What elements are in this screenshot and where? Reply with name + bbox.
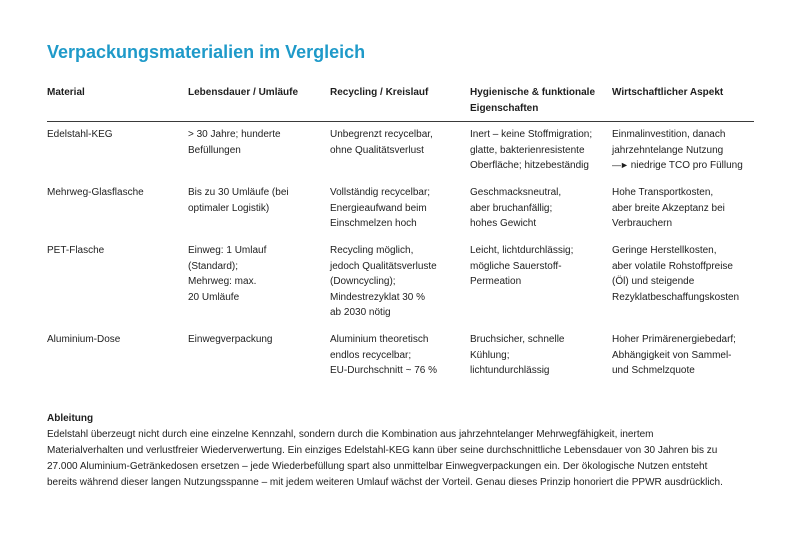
header-recycling xyxy=(330,85,462,101)
cell-line: Befüllungen xyxy=(188,144,241,156)
summary-paragraph xyxy=(47,427,757,492)
cell-line: Abhängigkeit von Sammel- xyxy=(612,349,732,361)
cell-line: 20 Umläufe xyxy=(188,291,240,303)
cell-line: Einweg: 1 Umlauf xyxy=(188,245,267,256)
cell-line: Oberfläche; hitzebeständig xyxy=(470,160,589,171)
cell-line: (Standard); xyxy=(188,260,239,272)
summary-line: Edelstahl überzeugt nicht durch eine einzelne Kennzahl, sondern durch die Kombination aus jahrzehntelanger Mehrwegfähigkeit, inertem xyxy=(47,428,654,440)
cell-material xyxy=(47,185,177,201)
cell-lebensdauer xyxy=(188,243,320,305)
cell-line: aber volatile Rohstoffpreise xyxy=(612,260,733,272)
cell-line: aber bruchanfällig; xyxy=(470,202,553,214)
cell-wirtschaft xyxy=(612,332,762,379)
cell-line: ab 2030 nötig xyxy=(330,307,391,318)
cell-line: Verbrauchern xyxy=(612,218,673,229)
cell-material xyxy=(47,332,177,348)
cell-line: glatte, bakterienresistente xyxy=(470,144,585,156)
cell-line: Permeation xyxy=(470,276,522,287)
cell-line: Inert – keine Stoffmigration; xyxy=(470,129,593,140)
cell-line: > 30 Jahre; hunderte xyxy=(188,129,281,140)
cell-line: Einmalinvestition, danach xyxy=(612,129,726,140)
table-header xyxy=(0,85,800,117)
header-line: Hygienische & funktionale xyxy=(470,87,596,98)
header-material xyxy=(47,85,177,101)
cell-line: Rezyklatbeschaffungskosten xyxy=(612,291,740,303)
cell-line: ohne Qualitätsverlust xyxy=(330,144,424,156)
cell-wirtschaft xyxy=(612,243,762,305)
cell-line: Kühlung; xyxy=(470,349,510,361)
cell-line: (Öl) und steigende xyxy=(612,276,695,287)
cell-material xyxy=(47,243,177,259)
header-line: Eigenschaften xyxy=(470,103,539,114)
header-lebensdauer xyxy=(188,85,320,101)
cell-line: Geschmacksneutral, xyxy=(470,187,562,198)
cell-line: Unbegrenzt recycelbar, xyxy=(330,129,433,140)
header-wirtschaft xyxy=(612,85,762,101)
page-title: Verpackungsmaterialien im Vergleich xyxy=(47,42,366,62)
cell-line: Bis zu 30 Umläufe (bei xyxy=(188,187,289,198)
summary-heading: Ableitung xyxy=(47,413,94,424)
cell-hygiene xyxy=(470,185,608,232)
cell-line: EU-Durchschnitt ~ 76 % xyxy=(330,365,437,376)
cell-line: Einschmelzen hoch xyxy=(330,218,417,229)
cell-recycling xyxy=(330,127,462,158)
cell-line: Hohe Transportkosten, xyxy=(612,187,714,198)
cell-line: (Downcycling); xyxy=(330,276,396,287)
cell-line: mögliche Sauerstoff- xyxy=(470,260,562,272)
header-line: Material xyxy=(47,87,85,98)
cell-line: Leicht, lichtdurchlässig; xyxy=(470,245,574,256)
cell-line: Recycling möglich, xyxy=(330,245,414,256)
cell-line-arrow xyxy=(612,158,762,174)
cell-line: optimaler Logistik) xyxy=(188,202,270,214)
cell-line: Mehrweg: max. xyxy=(188,276,257,287)
cell-line: Mindestrezyklat 30 % xyxy=(330,291,426,303)
cell-recycling xyxy=(330,332,462,379)
cell-wirtschaft xyxy=(612,185,762,232)
cell-line: Edelstahl-KEG xyxy=(47,129,113,140)
arrow-right-icon: —► xyxy=(612,160,628,170)
cell-line: endlos recycelbar; xyxy=(330,349,412,361)
cell-line: Bruchsicher, schnelle xyxy=(470,334,565,345)
summary-line: 27.000 Aluminium-Getränkedosen ersetzen – jede Wiederbefüllung spart also unmittelbar Einwegverpackungen ein. Der ökologische Nutzen entsteht xyxy=(47,460,708,472)
cell-line: hohes Gewicht xyxy=(470,218,537,229)
cell-recycling xyxy=(330,185,462,232)
cell-lebensdauer xyxy=(188,185,320,216)
cell-recycling xyxy=(330,243,462,321)
cell-hygiene xyxy=(470,243,608,290)
cell-line: PET-Flasche xyxy=(47,245,105,256)
summary-section xyxy=(47,411,757,491)
cell-line: Aluminium theoretisch xyxy=(330,334,429,345)
cell-line: lichtundurchlässig xyxy=(470,365,550,376)
cell-line: und Schmelzquote xyxy=(612,365,695,376)
cell-hygiene xyxy=(470,127,608,174)
cell-line: Energieaufwand beim xyxy=(330,202,427,214)
cell-hygiene xyxy=(470,332,608,379)
cell-line: Geringe Herstellkosten, xyxy=(612,245,717,256)
cell-wirtschaft xyxy=(612,127,762,174)
arrow-text: niedrige TCO pro Füllung xyxy=(630,160,743,171)
cell-line: Mehrweg-Glasflasche xyxy=(47,187,144,198)
cell-line: Aluminium-Dose xyxy=(47,334,121,345)
cell-lebensdauer xyxy=(188,332,320,348)
cell-material xyxy=(47,127,177,143)
header-line: Wirtschaftlicher Aspekt xyxy=(612,87,724,98)
cell-line: aber breite Akzeptanz bei xyxy=(612,202,725,214)
cell-lebensdauer xyxy=(188,127,320,158)
header-line: Recycling / Kreislauf xyxy=(330,87,429,98)
header-divider xyxy=(47,121,754,122)
cell-line: jahrzehntelange Nutzung xyxy=(612,144,724,156)
cell-line: Hoher Primärenergiebedarf; xyxy=(612,334,736,345)
header-line: Lebensdauer / Umläufe xyxy=(188,87,299,98)
summary-line: bereits während dieser langen Nutzungsspanne – mit jedem weiteren Umlauf wächst der Vorteil. Genau dieses Prinzip honoriert die PPWR ausdrücklich. xyxy=(47,477,723,489)
cell-line: Vollständig recycelbar; xyxy=(330,187,431,198)
cell-line: jedoch Qualitätsverluste xyxy=(330,260,437,272)
header-hygiene xyxy=(470,85,608,117)
summary-line: Materialverhalten und verlustfreier Wiederverwertung. Ein einziges Edelstahl-KEG kann über seine durchschnittliche Lebensdauer von 30 Jahren bis zu xyxy=(47,444,718,456)
cell-line: Einwegverpackung xyxy=(188,334,273,345)
